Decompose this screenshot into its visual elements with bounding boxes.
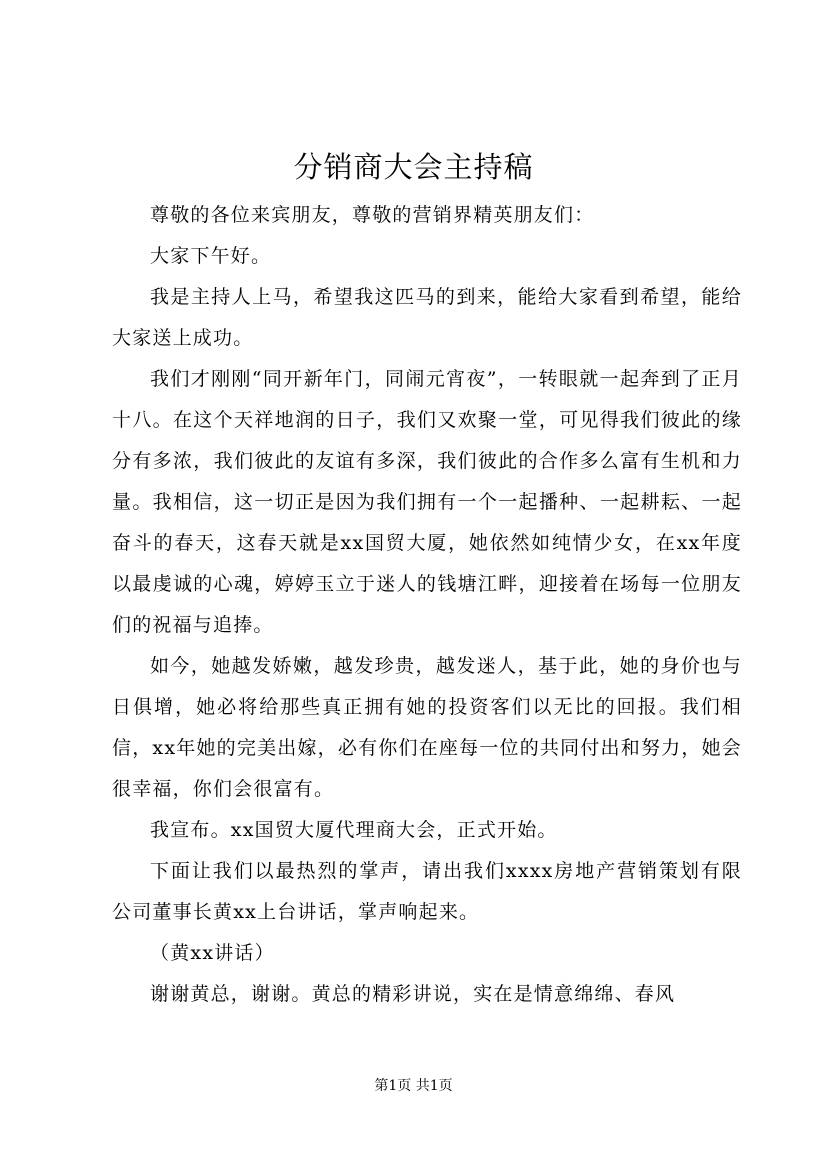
page-footer: 第1页 共1页 xyxy=(374,1078,453,1094)
paragraph-greeting: 大家下午好。 xyxy=(150,245,272,267)
paragraph-spring-festival: 我们才刚刚“同开新年门，同闹元宵夜”，一转眼就一起奔到了正月十八。在这个天祥地润的日子，我们又欢聚一堂，可见得我们彼此的缘分有多浓，我们彼此的友谊有多深，我们彼此的合作多么富有生机和力量。我相信，这一切正是因为我们拥有一个一起播种、一起耕耘、一起奋斗的春天，这春天就是xx国贸大厦，她依然如纯情少女，在xx年度以最虔诚的心魂，婷婷玉立于迷人的钱塘江畔，迎接着在场每一位朋友们的祝福与追捧。 xyxy=(112,368,742,636)
paragraph-invitation: 下面让我们以最热烈的掌声，请出我们xxxx房地产营销策划有限公司董事长黄xx上台讲话，掌声响起来。 xyxy=(112,860,742,923)
paragraph-announcement: 我宣布。xx国贸大厦代理商大会，正式开始。 xyxy=(150,819,558,841)
paragraph-introduction: 我是主持人上马，希望我这匹马的到来，能给大家看到希望，能给大家送上成功。 xyxy=(112,286,742,349)
document-title: 分销商大会主持稿 xyxy=(293,150,534,184)
document-body xyxy=(112,195,742,1015)
paragraph-thanks: 谢谢黄总，谢谢。黄总的精彩讲说，实在是情意绵绵、春风 xyxy=(150,983,676,1005)
paragraph-salutation: 尊敬的各位来宾朋友，尊敬的营销界精英朋友们： xyxy=(150,204,595,226)
paragraph-value: 如今，她越发娇嫩，越发珍贵，越发迷人，基于此，她的身价也与日俱增，她必将给那些真正拥有她的投资客们以无比的回报。我们相信，xx年她的完美出嫁，必有你们在座每一位的共同付出和努力，她会很幸福，你们会很富有。 xyxy=(112,655,742,800)
paragraph-speech-note: （黄xx讲话） xyxy=(150,942,275,964)
